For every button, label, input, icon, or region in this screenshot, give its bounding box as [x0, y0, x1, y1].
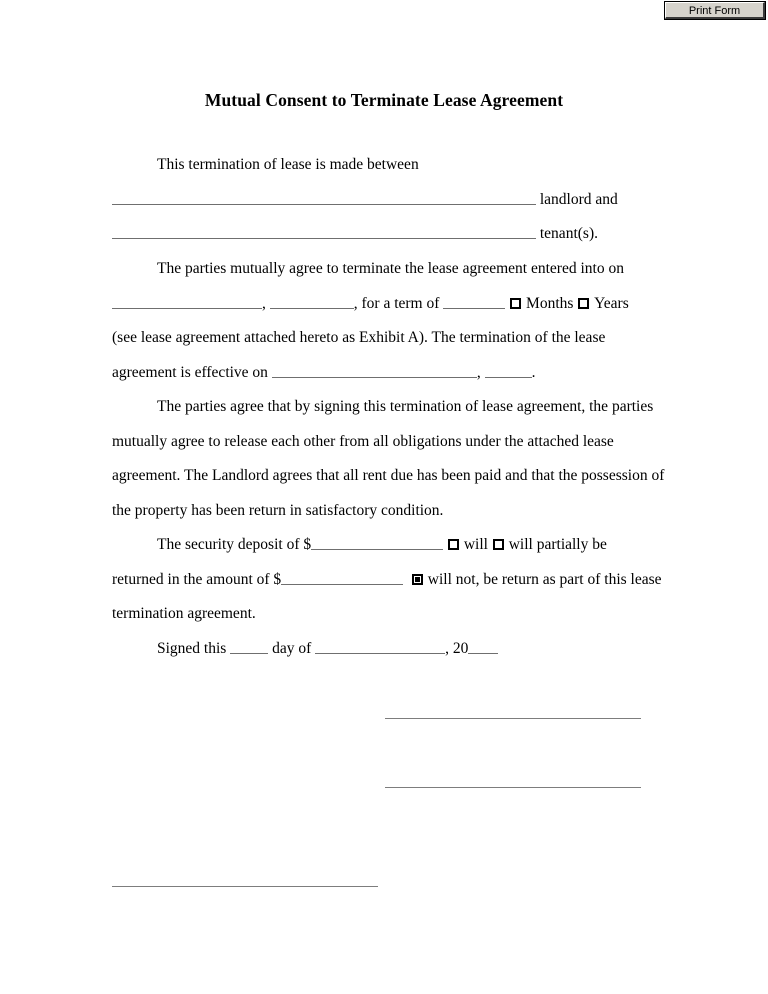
signature-line-landlord[interactable] [385, 718, 641, 719]
release-line-3: agreement. The Landlord agrees that all rent due has been paid and that the possession of [112, 467, 665, 484]
signature-line-witness[interactable] [112, 886, 378, 887]
signed-month-blank[interactable] [315, 638, 445, 653]
signed-day-blank[interactable] [230, 638, 268, 653]
term-length-blank[interactable] [443, 293, 505, 308]
will-not-checkbox[interactable] [412, 574, 423, 585]
signed-line: Signed this day of , 20 [112, 632, 682, 667]
effective-date-line: agreement is effective on , . [112, 363, 536, 381]
returned-line: returned in the amount of $ will not, be return as part of this lease [112, 570, 662, 588]
signature-line-tenant[interactable] [385, 787, 641, 788]
term-line: , , for a term of Months Years [112, 287, 672, 322]
months-checkbox[interactable] [510, 298, 521, 309]
will-checkbox[interactable] [448, 539, 459, 550]
release-line-2: mutually agree to release each other from all obligations under the attached lease [112, 432, 614, 450]
release-line-4: the property has been return in satisfactory condition. [112, 501, 444, 519]
signed-year-blank[interactable] [468, 638, 498, 653]
years-checkbox[interactable] [578, 298, 589, 309]
terminate-line: The parties mutually agree to terminate the lease agreement entered into on [157, 260, 624, 277]
tenant-line: tenant(s). [112, 217, 672, 252]
paragraph-release [112, 390, 682, 528]
release-line-1: The parties agree that by signing this termination of lease agreement, the parties [157, 398, 654, 415]
paragraph-parties [112, 148, 672, 252]
paragraph-security-deposit [112, 528, 682, 666]
effective-date-blank[interactable] [272, 362, 477, 377]
intro-line: This termination of lease is made between [157, 156, 419, 173]
landlord-name-blank[interactable] [112, 189, 536, 204]
termination-agreement-line: termination agreement. [112, 605, 256, 622]
print-form-button[interactable]: Print Form [665, 2, 765, 19]
effective-year-blank[interactable] [485, 362, 532, 377]
landlord-line: landlord and [112, 183, 672, 218]
will-partially-checkbox[interactable] [493, 539, 504, 550]
paragraph-terminate [112, 252, 672, 321]
paragraph-exhibit [112, 321, 672, 390]
lease-date-blank[interactable] [112, 293, 262, 308]
tenant-name-blank[interactable] [112, 224, 536, 239]
returned-amount-blank[interactable] [281, 569, 403, 584]
deposit-amount-blank[interactable] [311, 535, 443, 550]
lease-year-blank[interactable] [270, 293, 354, 308]
page-title: Mutual Consent to Terminate Lease Agreement [204, 90, 564, 110]
exhibit-line: (see lease agreement attached hereto as Exhibit A). The termination of the lease [112, 329, 606, 346]
deposit-line: The security deposit of $ will will partially be [157, 536, 607, 553]
